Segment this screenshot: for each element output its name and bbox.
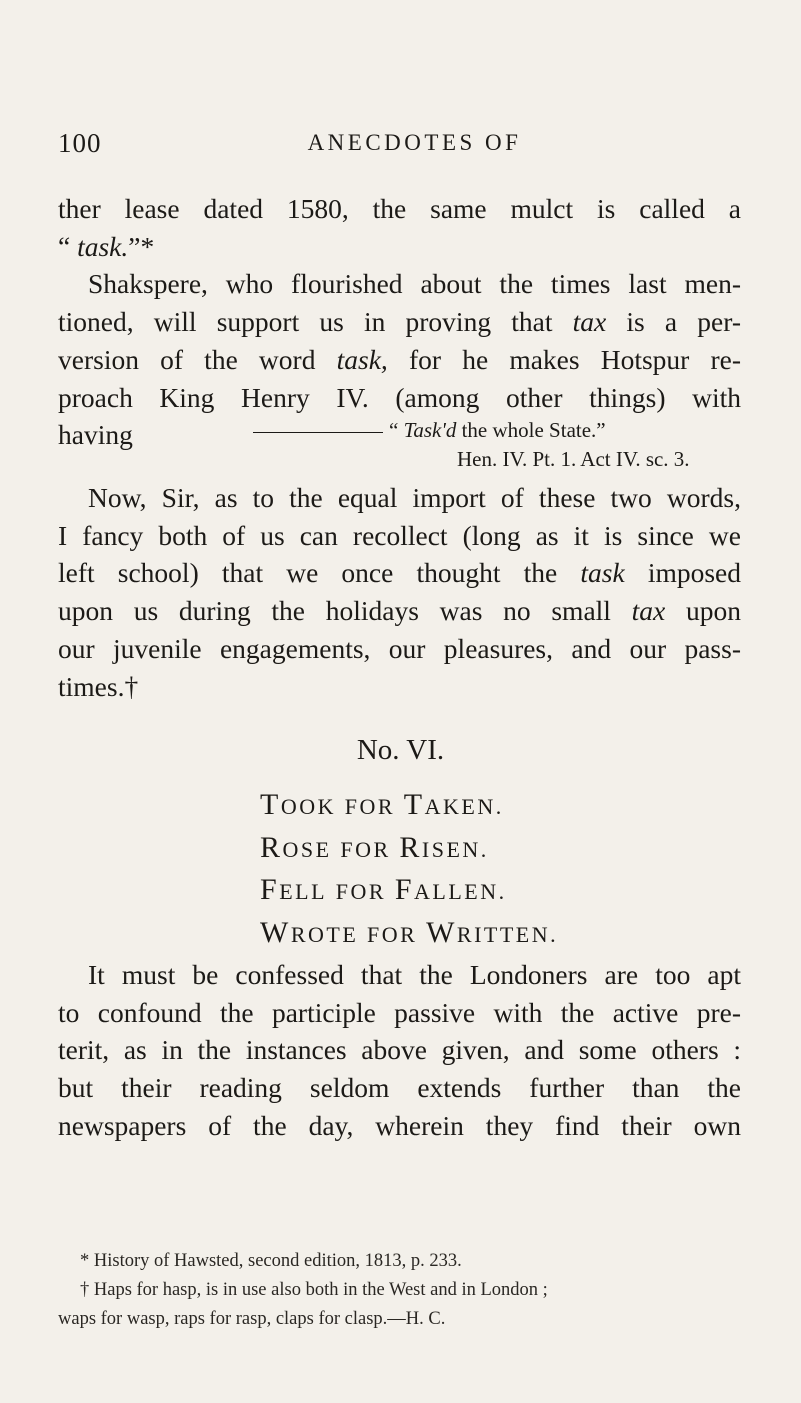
word-pair: TOOK FOR TAKEN. [260,788,504,821]
italic-term: task, [336,343,388,375]
footnote: * History of Hawsted, second edition, 1813, p. 233. [80,1251,462,1271]
italic-term: tax [631,595,666,627]
text-line: Shakspere, who flourished about the times last men- [88,268,741,300]
text-line: our juvenile engagements, our pleasures, and our pass- [58,632,741,664]
footnote-continuation: waps for wasp, raps for rasp, claps for clasp.—H. C. [58,1309,446,1329]
section-heading: No. VI. [356,734,445,766]
text-line: having [58,419,133,451]
paragraph-continuation [58,190,741,454]
running-title: ANECDOTES OF [307,130,522,155]
italic-term: task. [77,230,129,262]
text-line: ther lease dated 1580, the same mulct is called a [58,193,741,224]
text-line: newspapers of the day, wherein they find their own [58,1109,741,1141]
footnotes [58,1247,741,1334]
paragraph [58,956,741,1145]
page-number: 100 [58,128,102,158]
footnote-ref: ”* [128,230,155,262]
text-line: tioned, will support us in proving that tax is a per- [58,306,742,338]
italic-term: Task'd [403,418,457,442]
text-line: I fancy both of us can recollect (long as it is since we [58,519,741,551]
text-line: but their reading seldom extends further than the [58,1072,741,1104]
word-pair: ROSE FOR RISEN. [260,830,489,864]
italic-term: tax [572,306,607,338]
text-line: to confound the participle passive with the active pre- [58,996,741,1028]
text-line: upon us during the holidays was no small tax upon [58,595,742,627]
quote-line: “ Task'd the whole State.” [58,416,741,445]
text-line: Now, Sir, as to the equal import of these two words, [88,482,741,513]
italic-term: task [580,557,625,589]
text-line: times.† [58,670,139,702]
verse-quotation [58,416,741,474]
text-line: left school) that we once thought the task imposed [58,557,742,589]
text-line: proach King Henry IV. (among other things) with [58,381,741,413]
text-line [58,228,741,266]
text-line: version of the word task, for he makes Hotspur re- [58,343,742,375]
page-header [58,128,741,164]
text-line: terit, as in the instances above given, and some others : [58,1034,741,1066]
word-pair: WROTE FOR WRITTEN. [260,915,559,949]
word-pair-list [260,785,558,955]
quote-dash [253,432,383,433]
footnote: † Haps for hasp, is in use also both in the West and in London ; [80,1280,548,1300]
paragraph [58,479,741,705]
word-pair: FELL FOR FALLEN. [260,873,507,906]
quote-mark: “ [58,230,71,262]
text-line: It must be confessed that the Londoners are too apt [88,959,741,990]
quote-citation: Hen. IV. Pt. 1. Act IV. sc. 3. [457,447,690,471]
